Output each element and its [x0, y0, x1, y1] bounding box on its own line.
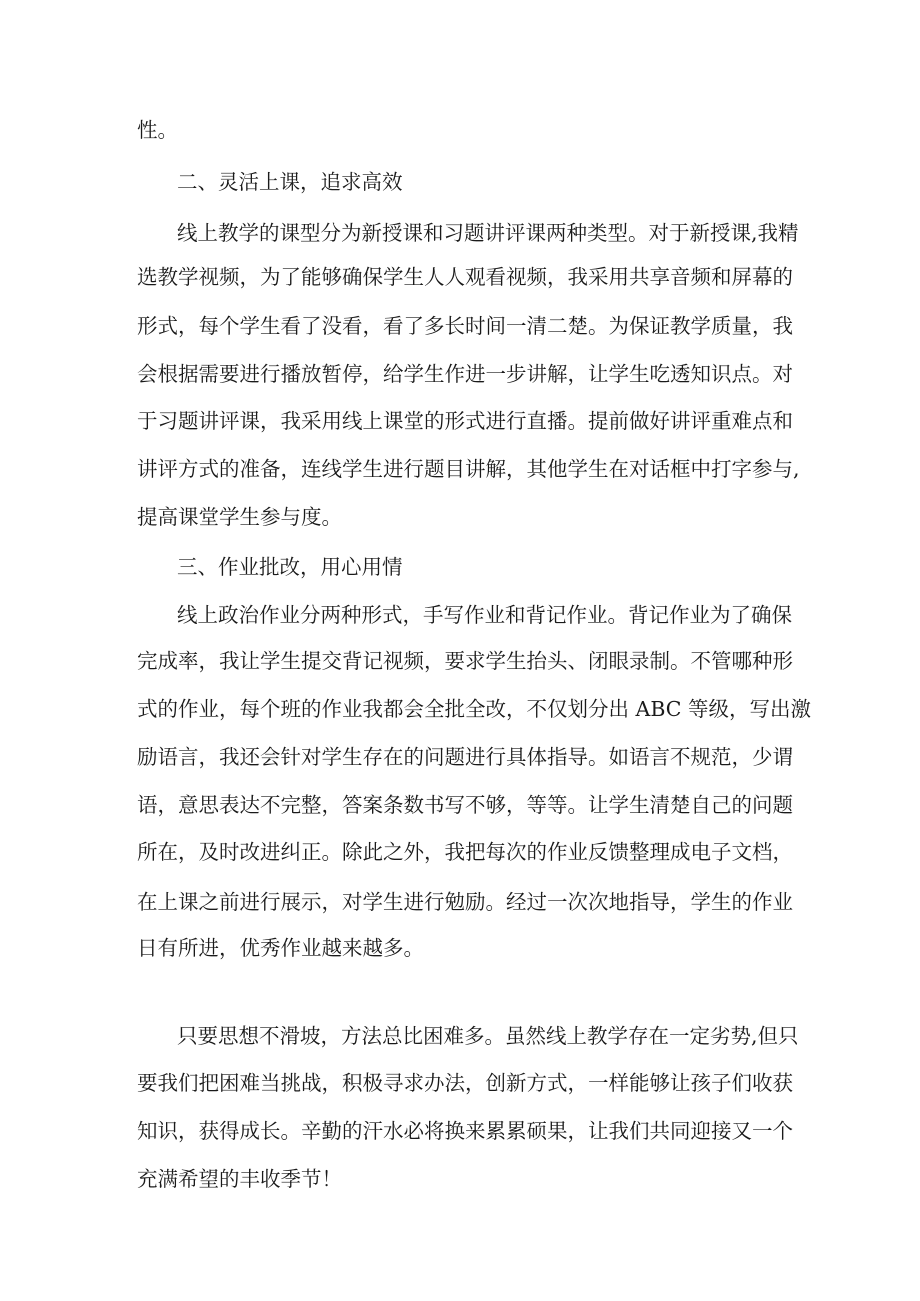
paragraph-line: 选教学视频，为了能够确保学生人人观看视频，我采用共享音频和屏幕的 [137, 265, 793, 289]
text-fragment: 性。 [137, 118, 178, 142]
paragraph-line: 充满希望的丰收季节！ [137, 1167, 342, 1191]
paragraph-line: 于习题讲评课，我采用线上课堂的形式进行直播。提前做好讲评重难点和 [137, 409, 793, 433]
paragraph-line: 讲评方式的准备，连线学生进行题目讲解，其他学生在对话框中打字参与, [137, 457, 800, 481]
section-heading-3: 三、作业批改，用心用情 [177, 555, 403, 579]
paragraph-line: 只要思想不滑坡，方法总比困难多。虽然线上教学存在一定劣势,但只 [177, 1024, 799, 1048]
paragraph-line: 式的作业，每个班的作业我都会全批全改，不仅划分出 ABC 等级，写出激 [137, 697, 811, 721]
paragraph-line: 形式，每个学生看了没看，看了多长时间一清二楚。为保证教学质量，我 [137, 314, 793, 338]
paragraph-line: 知识，获得成长。辛勤的汗水必将换来累累硕果，让我们共同迎接又一个 [137, 1119, 793, 1143]
paragraph-line: 所在，及时改进纠正。除此之外，我把每次的作业反馈整理成电子文档， [137, 840, 793, 864]
paragraph-line: 完成率，我让学生提交背记视频，要求学生抬头、闭眼录制。不管哪种形 [137, 649, 793, 673]
paragraph-line: 语，意思表达不完整，答案条数书写不够，等等。让学生清楚自己的问题 [137, 793, 793, 817]
paragraph-line: 线上政治作业分两种形式，手写作业和背记作业。背记作业为了确保 [177, 603, 792, 627]
paragraph-line: 在上课之前进行展示，对学生进行勉励。经过一次次地指导，学生的作业 [137, 890, 793, 914]
paragraph-line: 日有所进，优秀作业越来越多。 [137, 936, 424, 960]
paragraph-line: 线上教学的课型分为新授课和习题讲评课两种类型。对于新授课,我精 [177, 221, 799, 245]
section-heading-2: 二、灵活上课，追求高效 [177, 170, 403, 194]
paragraph-line: 励语言，我还会针对学生存在的问题进行具体指导。如语言不规范，少谓 [137, 745, 793, 769]
paragraph-line: 提高课堂学生参与度。 [137, 505, 342, 529]
paragraph-line: 会根据需要进行播放暂停，给学生作进一步讲解，让学生吃透知识点。对 [137, 362, 793, 386]
paragraph-line: 要我们把困难当挑战，积极寻求办法，创新方式，一样能够让孩子们收获 [137, 1071, 793, 1095]
